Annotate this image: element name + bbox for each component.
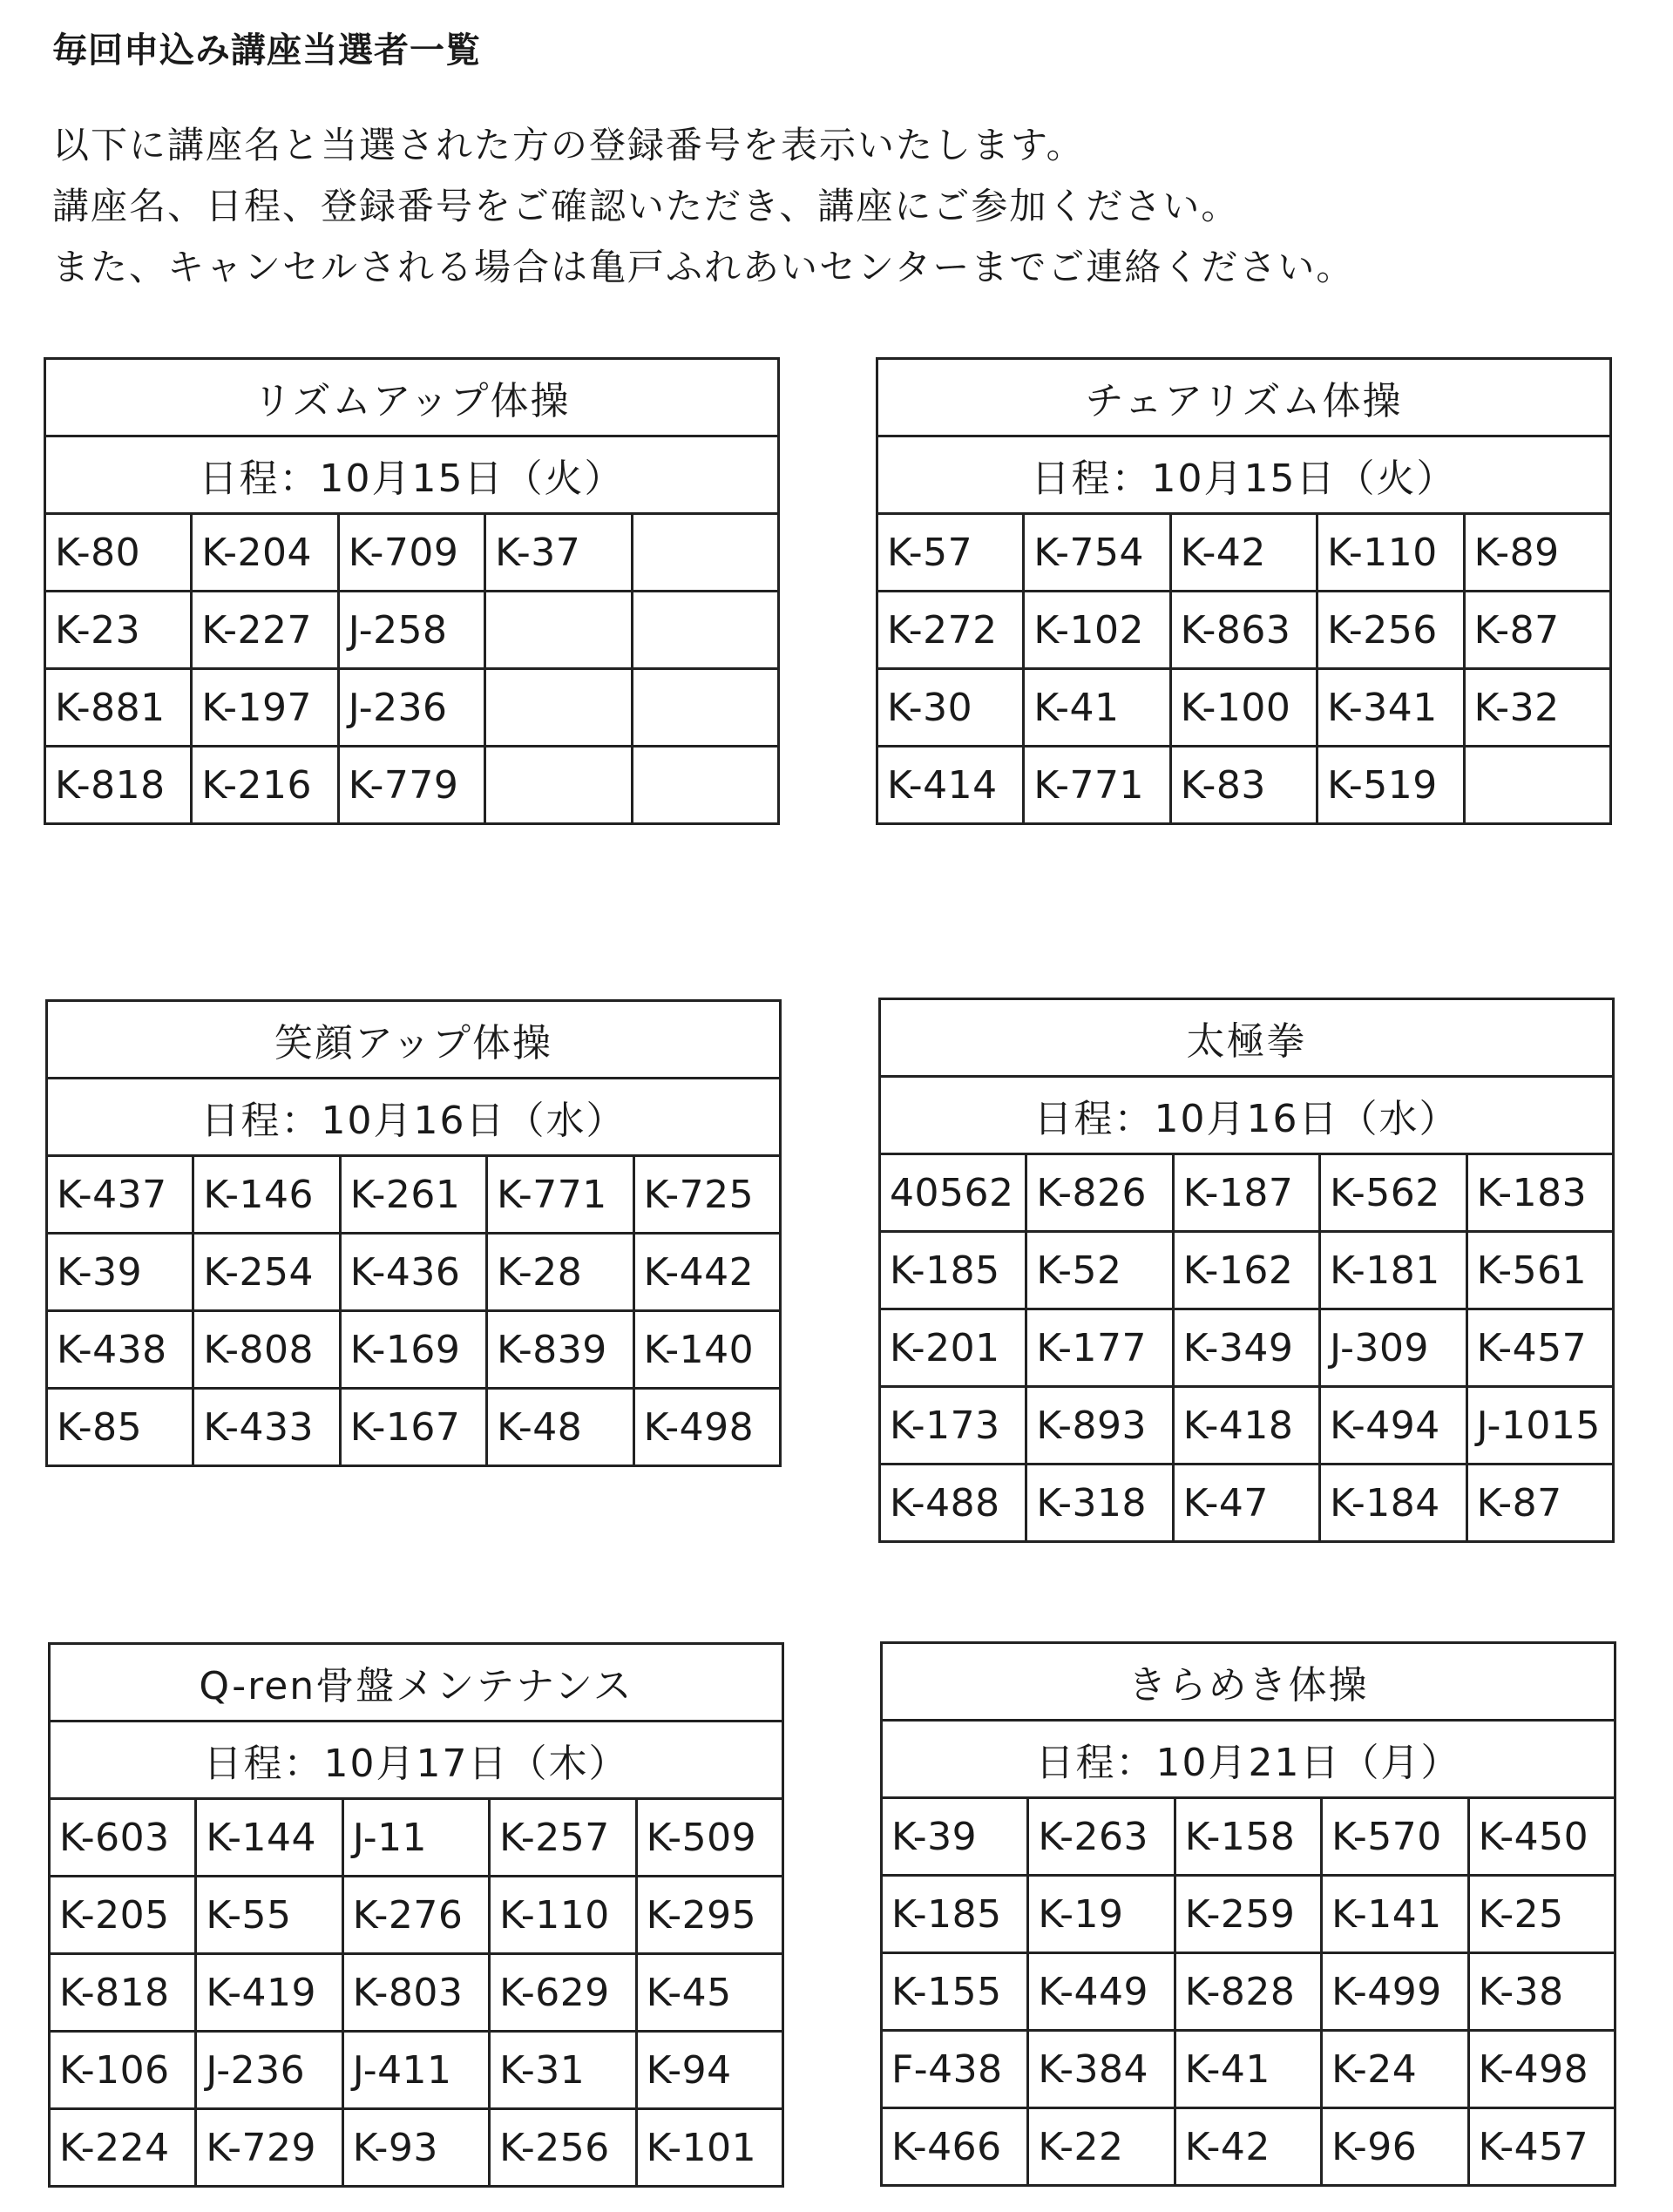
registration-number-cell: K-771	[487, 1156, 633, 1234]
registration-number-cell: J-11	[342, 1799, 489, 1877]
course-name: Q-ren骨盤メンテナンス	[50, 1644, 783, 1722]
registration-number-cell: K-28	[487, 1234, 633, 1311]
registration-number-cell: K-162	[1173, 1232, 1319, 1309]
registration-number-cell: K-256	[1317, 592, 1464, 669]
registration-number-cell: K-93	[342, 2109, 489, 2187]
table-row	[882, 1876, 1615, 1953]
registration-number-cell: K-562	[1320, 1154, 1466, 1232]
course-schedule-row	[882, 1721, 1615, 1798]
table-row	[882, 1953, 1615, 2031]
registration-number-cell: K-254	[193, 1234, 340, 1311]
intro-line: 講座名、日程、登録番号をご確認いただき、講座にご参加ください。	[52, 185, 1240, 227]
registration-number-cell: K-183	[1466, 1154, 1613, 1232]
registration-number-cell: 40562	[880, 1154, 1026, 1232]
course-name-row	[877, 359, 1611, 436]
registration-number-cell: K-144	[196, 1799, 342, 1877]
intro-text	[52, 115, 1354, 298]
table-row	[47, 1156, 781, 1234]
table-row	[50, 2032, 783, 2109]
registration-number-cell: K-42	[1170, 514, 1317, 592]
table-row	[45, 514, 779, 592]
registration-number-cell: F-438	[882, 2031, 1028, 2108]
registration-number-cell: K-181	[1320, 1232, 1466, 1309]
registration-number-cell: K-45	[636, 1954, 782, 2032]
course-schedule-row	[880, 1077, 1614, 1154]
course-name: きらめき体操	[882, 1643, 1615, 1721]
registration-number-cell: K-146	[193, 1156, 340, 1234]
table-row	[45, 669, 779, 747]
registration-number-cell: K-37	[485, 514, 632, 592]
course-table-q-ren	[48, 1642, 784, 2188]
registration-number-cell: K-173	[880, 1387, 1026, 1465]
registration-number-cell: K-771	[1024, 747, 1170, 824]
registration-number-cell: K-449	[1028, 1953, 1175, 2031]
registration-number-cell: K-177	[1026, 1309, 1173, 1387]
course-table-smile-up	[45, 999, 782, 1467]
registration-number-cell: K-276	[342, 1877, 489, 1954]
registration-number-cell: K-39	[47, 1234, 193, 1311]
registration-number-cell: K-94	[636, 2032, 782, 2109]
table-row	[50, 1954, 783, 2032]
course-schedule: 日程：10月15日（火）	[45, 436, 779, 514]
registration-number-cell	[632, 592, 778, 669]
registration-number-cell: K-41	[1024, 669, 1170, 747]
course-table-tai-chi	[878, 998, 1615, 1543]
table-row	[45, 592, 779, 669]
table-row	[47, 1311, 781, 1389]
registration-number-cell: J-309	[1320, 1309, 1466, 1387]
table-row	[880, 1387, 1614, 1465]
registration-number-cell: K-499	[1322, 1953, 1468, 2031]
table-row	[877, 747, 1611, 824]
registration-number-cell: K-57	[877, 514, 1024, 592]
course-schedule-row	[47, 1079, 781, 1156]
course-schedule: 日程：10月17日（木）	[50, 1722, 783, 1799]
registration-number-cell: K-101	[636, 2109, 782, 2187]
registration-number-cell	[485, 669, 632, 747]
registration-number-cell: K-295	[636, 1877, 782, 1954]
registration-number-cell: K-754	[1024, 514, 1170, 592]
registration-number-cell: K-779	[338, 747, 484, 824]
registration-number-cell: K-205	[50, 1877, 196, 1954]
registration-number-cell: K-863	[1170, 592, 1317, 669]
course-name-row	[47, 1001, 781, 1079]
registration-number-cell: K-729	[196, 2109, 342, 2187]
registration-number-cell: K-32	[1464, 669, 1610, 747]
registration-number-cell: K-87	[1466, 1465, 1613, 1542]
registration-number-cell: K-216	[192, 747, 338, 824]
registration-number-cell: K-256	[490, 2109, 636, 2187]
registration-number-cell: K-184	[1320, 1465, 1466, 1542]
registration-number-cell: K-826	[1026, 1154, 1173, 1232]
course-table-kirameki	[880, 1641, 1616, 2187]
table-row	[45, 747, 779, 824]
registration-number-cell: K-102	[1024, 592, 1170, 669]
registration-number-cell: K-259	[1175, 1876, 1321, 1953]
registration-number-cell: K-83	[1170, 747, 1317, 824]
intro-line: また、キャンセルされる場合は亀戸ふれあいセンターまでご連絡ください。	[52, 246, 1355, 288]
course-name: 太極拳	[880, 999, 1614, 1077]
registration-number-cell	[1464, 747, 1610, 824]
registration-number-cell: K-438	[47, 1311, 193, 1389]
registration-number-cell: K-24	[1322, 2031, 1468, 2108]
registration-number-cell: K-169	[340, 1311, 486, 1389]
registration-number-cell: K-87	[1464, 592, 1610, 669]
registration-number-cell: K-30	[877, 669, 1024, 747]
registration-number-cell: K-42	[1175, 2108, 1321, 2186]
registration-number-cell: K-167	[340, 1389, 486, 1466]
course-name-row	[880, 999, 1614, 1077]
registration-number-cell: K-48	[487, 1389, 633, 1466]
registration-number-cell: K-603	[50, 1799, 196, 1877]
registration-number-cell: K-80	[45, 514, 192, 592]
registration-number-cell: K-437	[47, 1156, 193, 1234]
registration-number-cell: K-494	[1320, 1387, 1466, 1465]
registration-number-cell: K-39	[882, 1798, 1028, 1876]
table-row	[880, 1232, 1614, 1309]
registration-number-cell: K-828	[1175, 1953, 1321, 2031]
registration-number-cell: K-725	[633, 1156, 780, 1234]
registration-number-cell: K-466	[882, 2108, 1028, 2186]
registration-number-cell	[632, 514, 778, 592]
registration-number-cell: K-318	[1026, 1465, 1173, 1542]
table-row	[882, 1798, 1615, 1876]
table-row	[880, 1465, 1614, 1542]
registration-number-cell: K-140	[633, 1311, 780, 1389]
registration-number-cell: K-187	[1173, 1154, 1319, 1232]
course-table-chair-rhythm	[876, 357, 1612, 825]
registration-number-cell: K-25	[1468, 1876, 1615, 1953]
registration-number-cell: K-96	[1322, 2108, 1468, 2186]
registration-number-cell: K-341	[1317, 669, 1464, 747]
registration-number-cell	[632, 747, 778, 824]
course-schedule: 日程：10月21日（月）	[882, 1721, 1615, 1798]
registration-number-cell: K-31	[490, 2032, 636, 2109]
registration-number-cell: J-236	[196, 2032, 342, 2109]
registration-number-cell: K-55	[196, 1877, 342, 1954]
registration-number-cell: K-419	[196, 1954, 342, 2032]
course-schedule: 日程：10月15日（火）	[877, 436, 1611, 514]
registration-number-cell: K-52	[1026, 1232, 1173, 1309]
table-row	[47, 1389, 781, 1466]
registration-number-cell: K-457	[1466, 1309, 1613, 1387]
registration-number-cell: K-418	[1173, 1387, 1319, 1465]
registration-number-cell: K-85	[47, 1389, 193, 1466]
registration-number-cell: K-261	[340, 1156, 486, 1234]
registration-number-cell: K-141	[1322, 1876, 1468, 1953]
registration-number-cell: K-450	[1468, 1798, 1615, 1876]
course-name-row	[882, 1643, 1615, 1721]
registration-number-cell: K-808	[193, 1311, 340, 1389]
registration-number-cell: K-839	[487, 1311, 633, 1389]
registration-number-cell: K-272	[877, 592, 1024, 669]
registration-number-cell: K-629	[490, 1954, 636, 2032]
registration-number-cell: K-561	[1466, 1232, 1613, 1309]
table-row	[882, 2108, 1615, 2186]
registration-number-cell: K-22	[1028, 2108, 1175, 2186]
registration-number-cell: K-709	[338, 514, 484, 592]
registration-number-cell: K-519	[1317, 747, 1464, 824]
registration-number-cell: K-263	[1028, 1798, 1175, 1876]
table-row	[877, 592, 1611, 669]
course-schedule-row	[50, 1722, 783, 1799]
registration-number-cell: K-23	[45, 592, 192, 669]
registration-number-cell: K-457	[1468, 2108, 1615, 2186]
registration-number-cell: K-488	[880, 1465, 1026, 1542]
registration-number-cell: K-509	[636, 1799, 782, 1877]
registration-number-cell: K-227	[192, 592, 338, 669]
course-schedule-row	[45, 436, 779, 514]
registration-number-cell: K-100	[1170, 669, 1317, 747]
registration-number-cell: K-38	[1468, 1953, 1615, 2031]
registration-number-cell: K-89	[1464, 514, 1610, 592]
registration-number-cell: K-384	[1028, 2031, 1175, 2108]
registration-number-cell: K-893	[1026, 1387, 1173, 1465]
registration-number-cell: K-257	[490, 1799, 636, 1877]
registration-number-cell: K-185	[882, 1876, 1028, 1953]
table-row	[877, 669, 1611, 747]
course-name: 笑顔アップ体操	[47, 1001, 781, 1079]
registration-number-cell: K-498	[633, 1389, 780, 1466]
course-name-row	[45, 359, 779, 436]
table-row	[50, 2109, 783, 2187]
table-row	[50, 1877, 783, 1954]
registration-number-cell: K-106	[50, 2032, 196, 2109]
registration-number-cell: J-411	[342, 2032, 489, 2109]
course-name: チェアリズム体操	[877, 359, 1611, 436]
course-schedule: 日程：10月16日（水）	[880, 1077, 1614, 1154]
table-row	[880, 1154, 1614, 1232]
registration-number-cell: J-258	[338, 592, 484, 669]
registration-number-cell: J-236	[338, 669, 484, 747]
table-row	[877, 514, 1611, 592]
registration-number-cell	[632, 669, 778, 747]
table-row	[47, 1234, 781, 1311]
course-table-rhythm-up	[44, 357, 780, 825]
registration-number-cell: K-201	[880, 1309, 1026, 1387]
registration-number-cell: K-204	[192, 514, 338, 592]
registration-number-cell: K-498	[1468, 2031, 1615, 2108]
registration-number-cell	[485, 747, 632, 824]
table-row	[880, 1309, 1614, 1387]
registration-number-cell: K-349	[1173, 1309, 1319, 1387]
registration-number-cell: K-47	[1173, 1465, 1319, 1542]
registration-number-cell: K-881	[45, 669, 192, 747]
registration-number-cell: K-414	[877, 747, 1024, 824]
page-title: 毎回申込み講座当選者一覧	[52, 30, 481, 71]
registration-number-cell: K-41	[1175, 2031, 1321, 2108]
registration-number-cell: K-818	[50, 1954, 196, 2032]
registration-number-cell: K-110	[490, 1877, 636, 1954]
course-schedule: 日程：10月16日（水）	[47, 1079, 781, 1156]
table-row	[882, 2031, 1615, 2108]
registration-number-cell: K-158	[1175, 1798, 1321, 1876]
table-row	[50, 1799, 783, 1877]
registration-number-cell: K-110	[1317, 514, 1464, 592]
registration-number-cell	[485, 592, 632, 669]
course-schedule-row	[877, 436, 1611, 514]
registration-number-cell: K-436	[340, 1234, 486, 1311]
registration-number-cell: K-442	[633, 1234, 780, 1311]
registration-number-cell: K-197	[192, 669, 338, 747]
registration-number-cell: K-155	[882, 1953, 1028, 2031]
registration-number-cell: K-224	[50, 2109, 196, 2187]
course-name-row	[50, 1644, 783, 1722]
registration-number-cell: K-570	[1322, 1798, 1468, 1876]
intro-line: 以下に講座名と当選された方の登録番号を表示いたします。	[52, 124, 1085, 166]
registration-number-cell: K-433	[193, 1389, 340, 1466]
registration-number-cell: K-185	[880, 1232, 1026, 1309]
registration-number-cell: J-1015	[1466, 1387, 1613, 1465]
registration-number-cell: K-19	[1028, 1876, 1175, 1953]
registration-number-cell: K-803	[342, 1954, 489, 2032]
course-name: リズムアップ体操	[45, 359, 779, 436]
registration-number-cell: K-818	[45, 747, 192, 824]
